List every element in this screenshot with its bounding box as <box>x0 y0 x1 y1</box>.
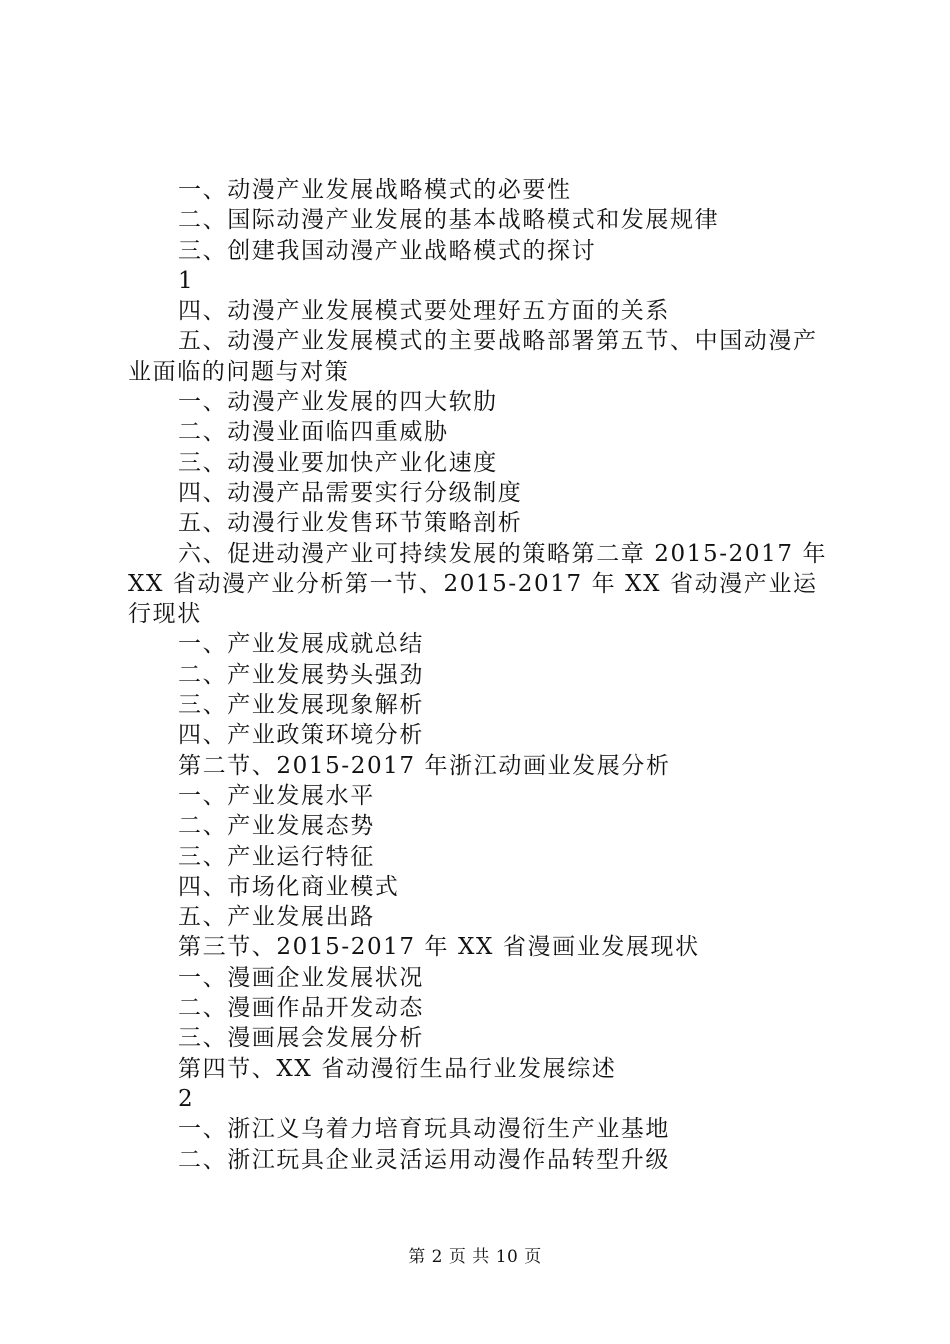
page-number-marker: 1 <box>178 267 195 294</box>
text-line: 三、产业运行特征 <box>178 843 375 870</box>
text-line: 二、国际动漫产业发展的基本战略模式和发展规律 <box>178 207 720 234</box>
text-line: 三、产业发展现象解析 <box>178 692 424 719</box>
section-heading: 第四节、XX 省动漫衍生品行业发展综述 <box>178 1055 617 1082</box>
text-line: 四、动漫产业发展模式要处理好五方面的关系 <box>178 298 670 325</box>
text-line: 四、产业政策环境分析 <box>178 722 424 749</box>
text-line: 一、动漫产业发展战略模式的必要性 <box>178 177 572 203</box>
text-line: 二、浙江玩具企业灵活运用动漫作品转型升级 <box>178 1146 670 1173</box>
text-line: 一、动漫产业发展的四大软肋 <box>178 389 498 416</box>
text-line: 四、市场化商业模式 <box>178 873 400 900</box>
text-line: 三、漫画展会发展分析 <box>178 1025 424 1052</box>
document-body <box>128 175 838 1175</box>
text-line: 二、产业发展势头强劲 <box>178 661 424 688</box>
text-line: 二、产业发展态势 <box>178 813 375 840</box>
page-footer: 第 2 页 共 10 页 <box>408 1247 542 1267</box>
text-paragraph: 六、促进动漫产业可持续发展的策略第二章 2015-2017 年 XX 省动漫产业分析第一节、2015-2017 年 XX 省动漫产业运行现状 <box>128 540 828 628</box>
page-number-marker: 2 <box>178 1085 195 1112</box>
text-line: 三、动漫业要加快产业化速度 <box>178 449 498 476</box>
text-line: 二、漫画作品开发动态 <box>178 995 424 1022</box>
section-heading: 第二节、2015-2017 年浙江动画业发展分析 <box>178 752 671 779</box>
text-line: 一、浙江义乌着力培育玩具动漫衍生产业基地 <box>178 1116 670 1143</box>
text-line: 一、产业发展成就总结 <box>178 631 424 658</box>
text-line: 五、产业发展出路 <box>178 904 375 931</box>
text-line: 二、动漫业面临四重威胁 <box>178 419 449 446</box>
section-heading: 第三节、2015-2017 年 XX 省漫画业发展现状 <box>178 934 700 961</box>
text-line: 五、动漫行业发售环节策略剖析 <box>178 510 523 537</box>
text-line: 一、产业发展水平 <box>178 782 375 809</box>
text-line: 四、动漫产品需要实行分级制度 <box>178 479 523 506</box>
text-line: 三、创建我国动漫产业战略模式的探讨 <box>178 237 597 264</box>
text-line: 一、漫画企业发展状况 <box>178 964 424 991</box>
text-paragraph: 五、动漫产业发展模式的主要战略部署第五节、中国动漫产业面临的问题与对策 <box>128 328 818 385</box>
